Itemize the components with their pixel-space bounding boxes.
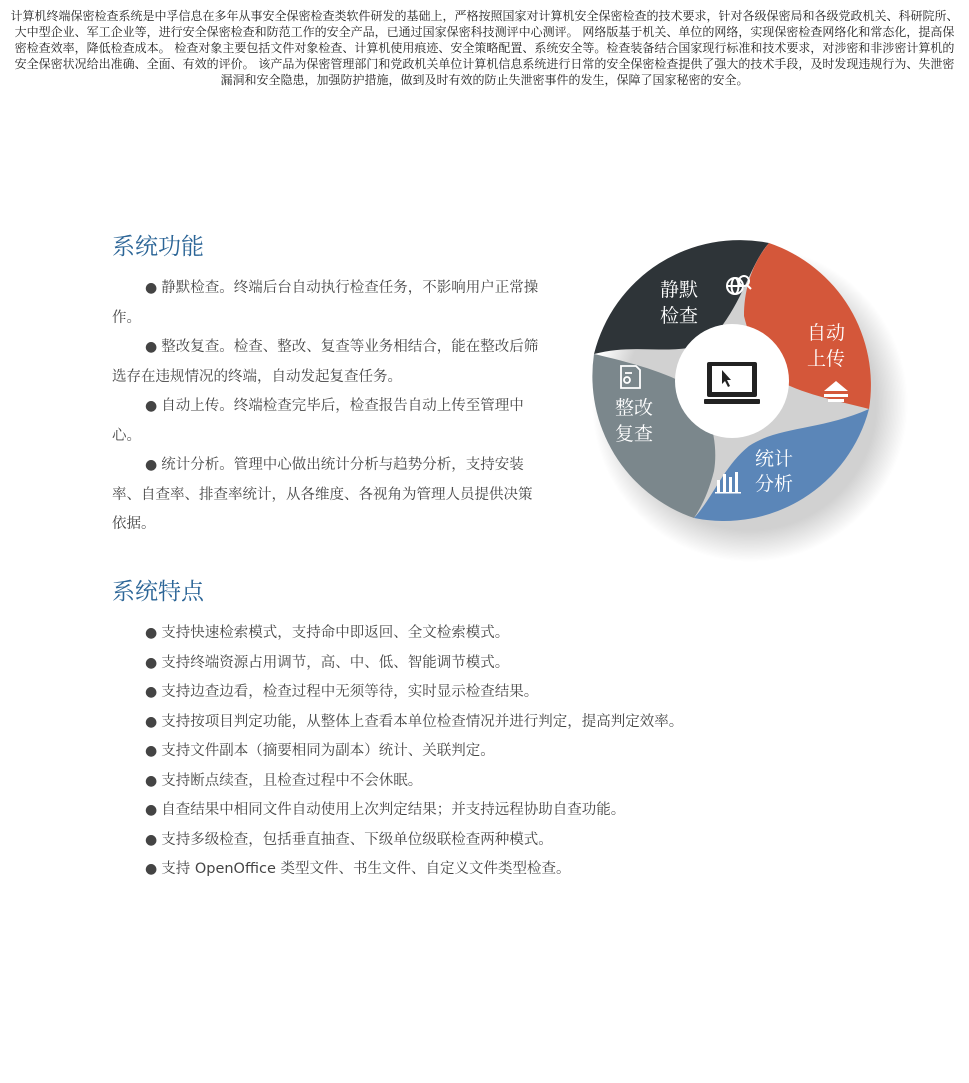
- bullet-icon: ●: [145, 772, 158, 789]
- segment-label: 复查: [615, 423, 654, 445]
- bullet-icon: ●: [145, 457, 158, 473]
- feature-item: ● 支持按项目判定功能，从整体上查看本单位检查情况并进行判定，提高判定效率。: [145, 713, 684, 730]
- feature-item: ● 支持边查边看，检查过程中无须等待，实时显示检查结果。: [145, 684, 539, 700]
- feature-item: ● 支持 OpenOffice 类型文件、书生文件、自定义文件类型检查。: [145, 861, 571, 877]
- bullet-icon: ●: [145, 625, 158, 641]
- function-item: ● 静默检查。终端后台自动执行检查任务，不影响用户正常操作。: [112, 280, 539, 326]
- segment-label: 统计: [755, 448, 794, 470]
- section-title-functions: 系统功能: [112, 234, 204, 260]
- bullet-icon: ●: [145, 743, 158, 759]
- feature-item: ● 支持多级检查，包括垂直抽查、下级单位级联检查两种模式。: [145, 831, 553, 848]
- bullet-icon: ●: [145, 684, 158, 700]
- features-list: [145, 619, 845, 885]
- feature-item: ● 支持文件副本（摘要相同为副本）统计、关联判定。: [145, 743, 495, 759]
- bullet-icon: ●: [145, 861, 158, 877]
- bullet-icon: ●: [145, 280, 158, 296]
- bullet-icon: ●: [145, 654, 158, 671]
- bullet-icon: ●: [145, 831, 158, 848]
- functions-list: [112, 274, 542, 540]
- feature-item: ● 自查结果中相同文件自动使用上次判定结果；并支持远程协助自查功能。: [145, 802, 626, 818]
- function-item: ● 自动上传。终端检查完毕后，检查报告自动上传至管理中心。: [112, 398, 524, 444]
- bullet-icon: ●: [145, 398, 158, 414]
- bullet-icon: ●: [145, 802, 158, 818]
- function-item: ● 整改复查。检查、整改、复查等业务相结合，能在整改后筛选存在违规情况的终端，自动发起复查任务。: [112, 339, 539, 385]
- segment-label: 上传: [807, 348, 846, 370]
- intro-paragraph: 计算机终端保密检查系统是中孚信息在多年从事安全保密检查类软件研发的基础上，严格按照国家对计算机安全保密检查的技术要求，针对各级保密局和各级党政机关、科研院所、大中型企业、军工企业等，进行安全保密检查和防范工作的安全产品，已通过国家保密科技测评中心测评。 网络版基于机关、单位的网络，实现保密检查网络化和常态化，提高保密检查效率，降低检查成本。 检查对象主要包括文件对象检查、计算机使用痕迹、安全策略配置、系统安全等。检查装备结合国家现行标准和技术要求，对涉密和非涉密计算机的安全保密状况给出准确、全面、有效的评价。 该产品为保密管理部门和党政机关单位计算机信息系统进行日常的安全保密检查提供了强大的技术手段，及时发现违规行为、失泄密漏洞和安全隐患，加强防护措施，做到及时有效的防止失泄密事件的发生，保障了国家秘密的安全。: [10, 9, 959, 87]
- bullet-icon: ●: [145, 339, 158, 355]
- function-item: ● 统计分析。管理中心做出统计分析与趋势分析，支持安装率、自查率、排查率统计，从各维度、各视角为管理人员提供决策依据。: [112, 457, 533, 532]
- feature-item: ● 支持终端资源占用调节，高、中、低、智能调节模式。: [145, 654, 510, 671]
- segment-label: 整改: [615, 397, 654, 419]
- segment-label: 检查: [660, 305, 699, 327]
- feature-item: ● 支持断点续查，且检查过程中不会休眠。: [145, 772, 423, 789]
- feature-item: ● 支持快速检索模式，支持命中即返回、全文检索模式。: [145, 625, 510, 641]
- bullet-icon: ●: [145, 713, 158, 730]
- segment-label: 静默: [660, 279, 699, 301]
- segment-label: 自动: [807, 322, 846, 344]
- function-cycle-diagram: [574, 226, 914, 566]
- segment-label: 分析: [755, 473, 794, 495]
- section-title-features: 系统特点: [112, 579, 204, 605]
